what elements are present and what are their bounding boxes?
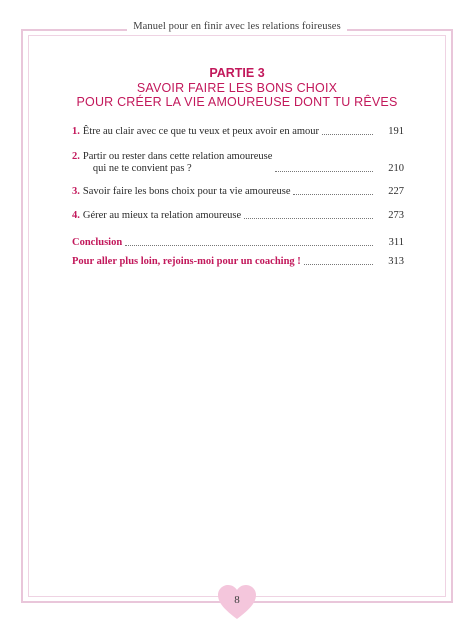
toc-leader-dots xyxy=(293,194,373,195)
toc-entry-number: 2. xyxy=(72,151,80,162)
part-label: PARTIE 3 xyxy=(209,66,265,80)
toc-leader-dots xyxy=(244,218,373,219)
toc-entry-conclusion[interactable] xyxy=(72,237,404,249)
toc-entry[interactable] xyxy=(72,126,404,138)
toc-entry-number: 3. xyxy=(72,186,80,197)
part-heading xyxy=(0,66,474,109)
running-header xyxy=(0,21,474,32)
toc-entry-text-line2: qui ne te convient pas ? xyxy=(92,163,192,174)
toc-entry-text: Être au clair avec ce que tu veux et peux avoir en amour xyxy=(82,126,320,137)
toc-entry-text: Savoir faire les bons choix pour ta vie amoureuse xyxy=(82,186,291,197)
toc-leader-dots xyxy=(322,134,373,135)
toc-entry-number: 4. xyxy=(72,210,80,221)
part-title-line1: SAVOIR FAIRE LES BONS CHOIX xyxy=(136,81,338,95)
toc-entry-text xyxy=(83,151,273,175)
toc-entry[interactable] xyxy=(72,210,404,222)
toc-entry-text: Pour aller plus loin, rejoins-moi pour un coaching ! xyxy=(72,256,301,267)
part-title-line2: POUR CRÉER LA VIE AMOUREUSE DONT TU RÊVES xyxy=(76,95,398,109)
toc-entry-text: Gérer au mieux ta relation amoureuse xyxy=(82,210,242,221)
toc-entry-page: 227 xyxy=(388,186,404,197)
toc-leader-dots xyxy=(275,171,373,172)
toc-entry-coaching[interactable] xyxy=(72,256,404,268)
toc-entry-page: 191 xyxy=(388,126,404,137)
toc-entry-page: 313 xyxy=(388,256,404,267)
toc-entry[interactable] xyxy=(72,186,404,198)
toc-entry-number: 1. xyxy=(72,126,80,137)
toc-leader-dots xyxy=(304,264,373,265)
toc-entry-text-line1: Partir ou rester dans cette relation amoureuse xyxy=(82,151,273,162)
toc-leader-dots xyxy=(125,245,373,246)
toc-entry[interactable] xyxy=(72,151,404,175)
toc-entry-text: Conclusion xyxy=(72,237,123,248)
page-frame-inner xyxy=(28,35,446,597)
running-header-title: Manuel pour en finir avec les relations foireuses xyxy=(127,21,347,32)
toc-entry-page: 311 xyxy=(388,237,404,248)
page-number: 8 xyxy=(234,594,240,606)
toc-entry-page: 210 xyxy=(388,163,404,174)
toc-entry-page: 273 xyxy=(388,210,404,221)
